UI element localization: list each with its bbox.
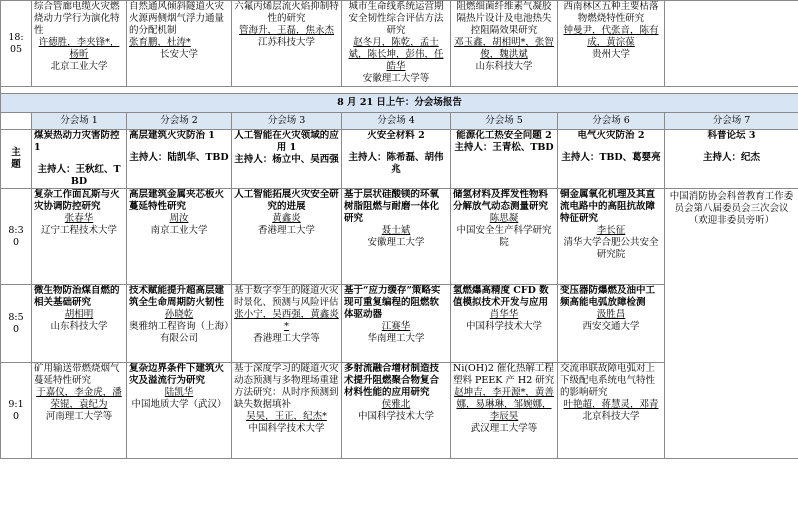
talk-title: 复杂边界条件下建筑火灾及溢流行为研究 — [129, 363, 225, 386]
talk-cell — [232, 189, 342, 285]
talk-org: 武汉理工大学等 — [470, 423, 538, 434]
talk-author: 周汝 — [169, 213, 189, 224]
talk-cell — [32, 285, 127, 363]
topic-row — [1, 130, 798, 189]
talk-author: 聂士斌 — [381, 225, 411, 236]
topic-host: 主持人：王秋红、TBD — [37, 164, 121, 187]
talk-title: 自然通风倾斜隧道火灾火源两侧烟气浮力通量的分配机制 — [129, 1, 225, 36]
topic-title: 高层建筑火灾防治 1 — [129, 130, 215, 141]
venue-header-row — [1, 113, 798, 130]
gap-cell — [1, 87, 798, 94]
meeting-note: 中国消防协会科普教育工作委员会第八届委员会三次会议（欢迎非委员旁听） — [669, 191, 794, 226]
topic-host: 主持人：王青松、TBD — [454, 142, 554, 153]
talk-cell — [342, 363, 451, 459]
talk-org: 香港理工大学 — [257, 225, 315, 236]
talk-author: 侯雅北 — [381, 399, 411, 410]
talk-title: 人工智能拓展火灾安全研究的进展 — [234, 189, 339, 212]
venue-header: 分会场 3 — [232, 113, 342, 130]
talk-cell — [32, 189, 127, 285]
talk-org: 中国科学技术大学 — [357, 411, 434, 422]
topic-title: 煤炭热动力灾害防控 1 — [34, 130, 120, 153]
venue-header: 分会场 5 — [451, 113, 558, 130]
talk-cell — [32, 1, 127, 87]
talk-org: 北京科技大学 — [582, 411, 640, 422]
time-label: 9:1 0 — [8, 398, 24, 422]
venue-header: 分会场 6 — [558, 113, 665, 130]
talk-cell — [558, 363, 665, 459]
topic-label-cell — [1, 130, 32, 189]
time-cell — [1, 189, 32, 285]
day-banner: 8 月 21 日上午：分会场报告 — [1, 94, 798, 113]
talk-cell — [451, 363, 558, 459]
talk-org: 山东科技大学 — [475, 61, 533, 72]
talk-org: 北京工业大学 — [50, 61, 108, 72]
talk-title: 基于层状硅酸镁的环氧树脂阻燃与耐磨一体化研究 — [344, 189, 440, 224]
talk-author: 黄鑫炎 — [272, 213, 301, 224]
talk-title: 阻燃细菌纤维素气凝胶隔热片设计及电池热失控阻隔效果研究 — [456, 1, 552, 36]
talk-cell — [558, 285, 665, 363]
topic-cell — [451, 130, 558, 189]
topic-cell — [342, 130, 451, 189]
talk-author: 李长征 — [596, 225, 626, 236]
talk-org: 清华大学合肥公共安全研究院 — [563, 237, 659, 260]
talk-cell — [127, 1, 232, 87]
talk-author: 叶艳超，蒋慧灵，邓青 — [563, 399, 659, 410]
topic-host: 主持人：陆凯华、TBD — [129, 152, 229, 163]
talk-org: 中国科学技术大学 — [465, 321, 542, 332]
talk-cell — [451, 285, 558, 363]
talk-cell — [127, 189, 232, 285]
talk-title: Ni(OH)2 催化热解工程塑料 PEEK 产 H2 研究 — [453, 363, 555, 386]
talk-title: 储氢材料及挥发性物料分解放气动态测量研究 — [453, 189, 549, 212]
topic-title: 电气火灾防治 2 — [577, 130, 645, 141]
talk-title: 交流串联故障电弧对上下级配电系统电气特性的影响研究 — [560, 363, 656, 398]
talk-author: 肖华华 — [489, 309, 519, 320]
talk-author: 陆凯华 — [164, 387, 194, 398]
talk-org: 河南理工大学等 — [45, 411, 113, 422]
topic-title: 科普论坛 3 — [707, 130, 756, 141]
topic-host: 主持人：纪杰 — [702, 152, 760, 163]
talk-org: 华南理工大学 — [367, 333, 425, 344]
talk-title: 微生物防治煤自燃的相关基础研究 — [34, 285, 120, 308]
talk-author: 许德胜，李夹锋*，杨昕 — [38, 37, 120, 60]
talk-org: 南京工业大学 — [150, 225, 208, 236]
topic-host: 主持人：陈希磊、胡伟兆 — [348, 152, 444, 175]
talk-title: 西南林区五种主要枯落物燃烧特性研究 — [563, 1, 659, 24]
talk-org: 奥雅纳工程咨询（上海）有限公司 — [129, 321, 229, 344]
topic-title: 人工智能在火灾领域的应用 1 — [234, 130, 339, 153]
talk-author: 赵坤吉，李开源*，黄善娜，易琳琳，邹婉娜，李辰昊 — [454, 387, 554, 422]
talk-author: 陈思凝 — [489, 213, 519, 224]
time-cell — [1, 1, 32, 87]
talk-cell — [342, 285, 451, 363]
talk-title: 氢燃爆高精度 CFD 数值模拟技术开发与应用 — [453, 285, 549, 308]
time-label: 18: 05 — [8, 31, 24, 55]
time-label: 8:5 0 — [8, 311, 24, 335]
talk-author: 邓玉鑫，胡相明*，张智俊，魏洪斌 — [454, 37, 554, 60]
venue-header: 分会场 1 — [32, 113, 127, 130]
talk-cell — [451, 189, 558, 285]
talk-cell — [342, 1, 451, 87]
talk-cell — [127, 285, 232, 363]
talk-org: 安徽理工大学 — [367, 237, 425, 248]
session-row-0830 — [1, 189, 798, 285]
talk-author: 孙晓乾 — [164, 309, 194, 320]
day-banner-row — [1, 94, 798, 113]
talk-author: 江赛华 — [381, 321, 411, 332]
talk-title: 技术赋能提升超高层建筑全生命周期防火韧性 — [129, 285, 225, 308]
talk-title: 基于深度学习的隧道火灾动态预测与多物理场重建方法研究：从时序预测到缺失数据填补 — [234, 363, 339, 410]
venue-header-blank — [1, 113, 32, 130]
talk-title: 复杂工作面瓦斯与火灾协调防控研究 — [34, 189, 120, 212]
topic-cell — [665, 130, 798, 189]
talk-author: 张春华 — [64, 213, 94, 224]
talk-cell — [558, 1, 665, 87]
time-cell — [1, 285, 32, 363]
talk-org: 长安大学 — [159, 49, 198, 60]
venue-header: 分会场 2 — [127, 113, 232, 130]
talk-org: 贵州大学 — [591, 49, 630, 60]
talk-author: 赵冬月，陈乾，孟士斌，陈长坤，彭伟，任皓华 — [348, 37, 444, 72]
talk-cell — [32, 363, 127, 459]
talk-author: 管海升，王磊，焦永杰 — [238, 25, 334, 36]
talk-title: 变压器防爆燃及油中工频高能电弧放障检测 — [560, 285, 656, 308]
talk-author: 吴昊，王正，纪杰* — [246, 411, 327, 422]
talk-title: 基于“应力缓存”策略实现可重复编程的阻燃软体驱动器 — [344, 285, 441, 320]
talk-cell — [127, 363, 232, 459]
talk-title: 多射流融合增材制造技术提升阻燃聚合物复合材料性能的应用研究 — [344, 363, 440, 398]
talk-cell — [558, 189, 665, 285]
talk-org: 安徽理工大学等 — [362, 73, 430, 84]
topic-cell — [232, 130, 342, 189]
talk-cell — [451, 1, 558, 87]
topic-cell — [32, 130, 127, 189]
topic-host: 主持人：TBD、葛婴亮 — [561, 152, 661, 163]
talk-cell — [665, 1, 798, 87]
time-label: 8:3 0 — [8, 224, 24, 248]
topic-title: 火安全材料 2 — [367, 130, 425, 141]
talk-org: 江苏科技大学 — [257, 37, 315, 48]
talk-org: 辽宁工程技术大学 — [40, 225, 117, 236]
talk-title: 六氟丙烯层流火焰抑制特性的研究 — [234, 1, 339, 24]
talk-org: 中国地质大学（武汉） — [131, 399, 227, 410]
talk-author: 汲胜昌 — [596, 309, 626, 320]
talk-author: 于嘉仪，李金虎，潘荣锟，袁纪为 — [36, 387, 122, 410]
time-cell — [1, 363, 32, 459]
talk-author: 胡相明 — [64, 309, 94, 320]
topic-host: 主持人：杨立中、吴西强 — [234, 154, 339, 165]
talk-author: 钟曼尹，代张音，陈有成，黄淙葆 — [563, 25, 659, 48]
talk-author: 张小宁，吴西强，黄鑫炎* — [234, 309, 339, 332]
talk-title: 铜金属氧化机理及其直流电路中的高阻抗故障特征研究 — [560, 189, 656, 224]
schedule-row-1805 — [1, 1, 798, 87]
talk-cell — [232, 1, 342, 87]
talk-cell-venue7 — [665, 189, 798, 459]
talk-title: 矿用输送带燃烧烟气蔓延特性研究 — [34, 363, 120, 386]
talk-title: 城市生命线系统运营期安全韧性综合评估方法研究 — [348, 1, 444, 36]
talk-cell — [232, 363, 342, 459]
talk-title: 综合管廊电缆火灾燃烧动力学行为演化特性 — [34, 1, 120, 36]
talk-org: 中国科学技术大学 — [248, 423, 325, 434]
venue-header: 分会场 7 — [665, 113, 798, 130]
talk-org: 山东科技大学 — [50, 321, 108, 332]
talk-org: 西安交通大学 — [582, 321, 640, 332]
talk-org: 中国安全生产科学研究院 — [456, 225, 552, 248]
venue-header: 分会场 4 — [342, 113, 451, 130]
talk-cell — [232, 285, 342, 363]
talk-title: 基于数字孪生的隧道火灾时景化、预测与风险评估 — [234, 285, 339, 308]
talk-cell — [342, 189, 451, 285]
topic-cell — [558, 130, 665, 189]
talk-author: 张育鹏，杜涛* — [129, 37, 191, 48]
talk-title: 高层建筑金属夹芯板火蔓延特性研究 — [129, 189, 225, 212]
topic-title: 能源化工热安全问题 2 — [456, 130, 552, 141]
talk-org: 香港理工大学等 — [253, 333, 320, 344]
row-gap — [1, 87, 798, 94]
topic-cell — [127, 130, 232, 189]
topic-label: 主 题 — [11, 147, 21, 170]
